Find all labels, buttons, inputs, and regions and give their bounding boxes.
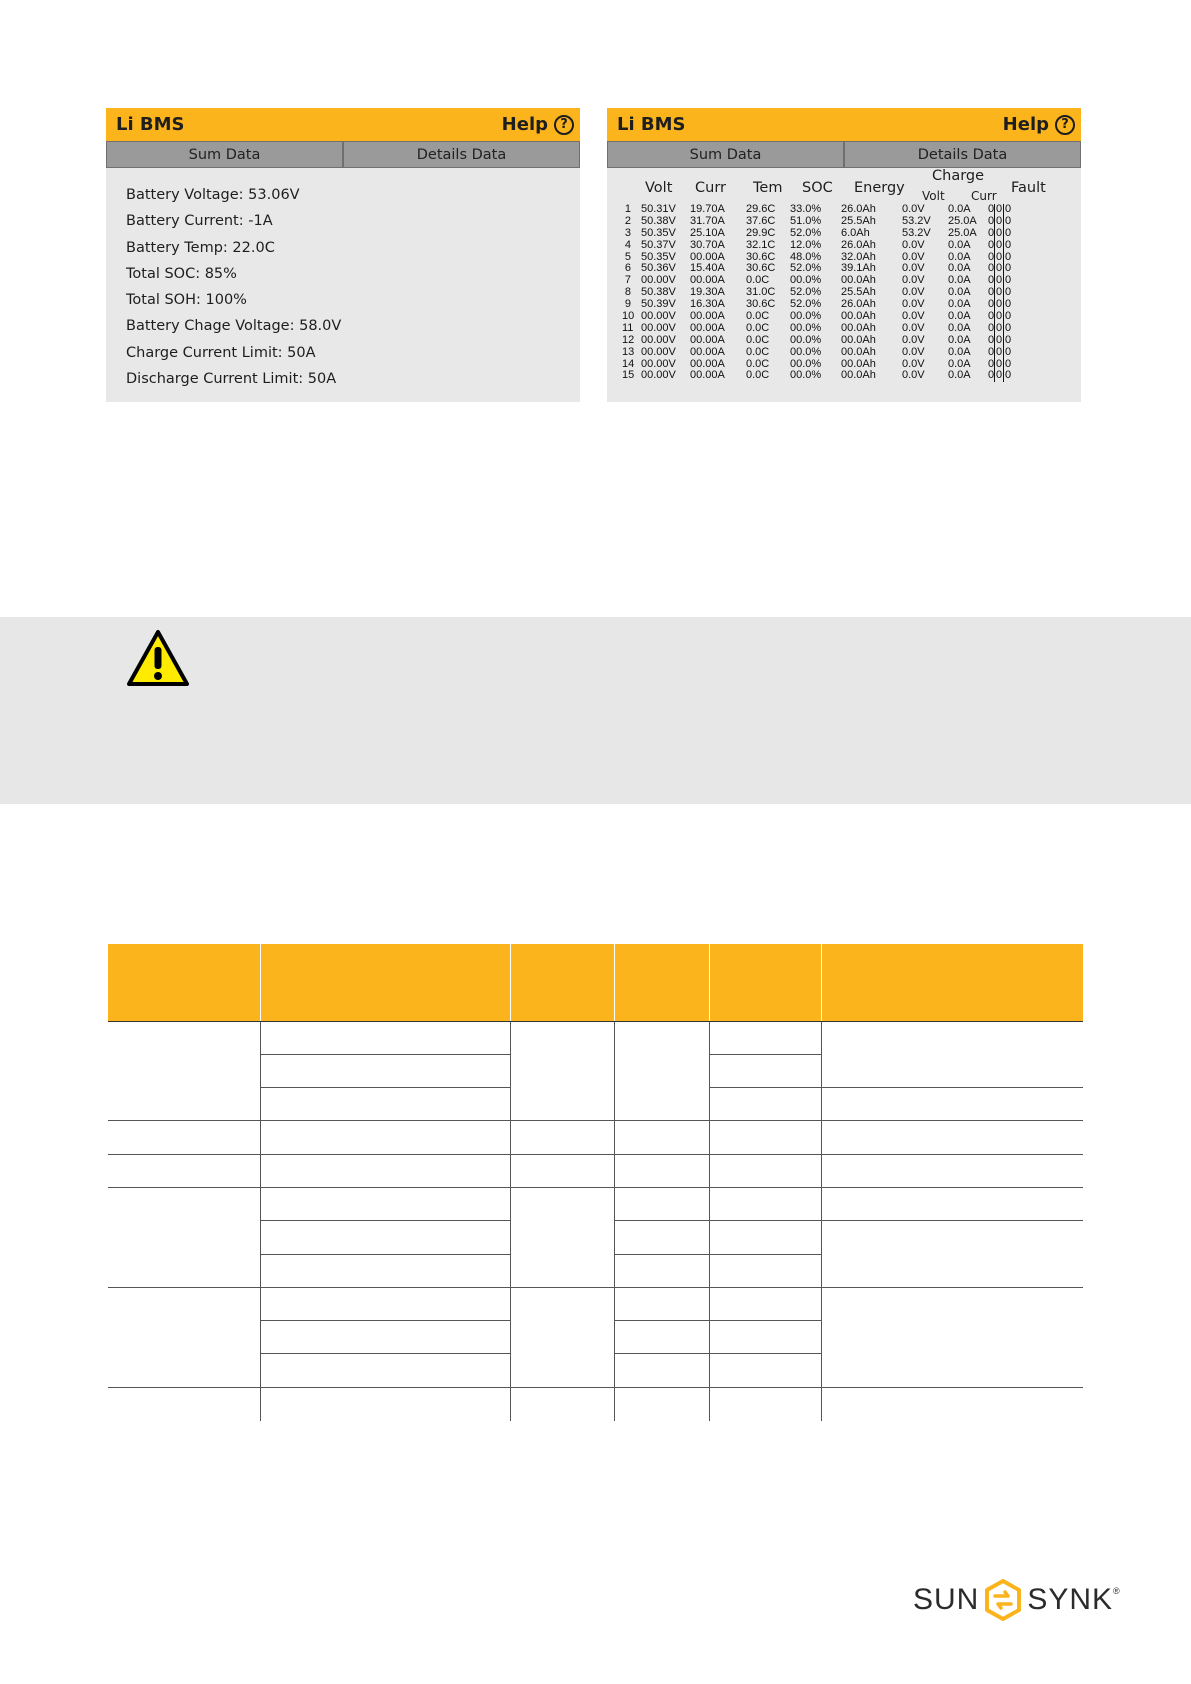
table-cell [709, 1254, 821, 1287]
battery-temp: Battery Temp: 22.0C [126, 239, 275, 256]
table-row [607, 335, 1081, 347]
table-cell [614, 1287, 709, 1320]
table-header-cell [510, 944, 614, 1021]
cell-charge-curr: 25.0A [948, 214, 977, 227]
cell-energy: 00.0Ah [841, 333, 876, 346]
table-cell [821, 1088, 1083, 1121]
cell-index: 13 [622, 345, 635, 358]
cell-energy: 00.0Ah [841, 321, 876, 334]
sunsynk-mark-icon [983, 1579, 1023, 1621]
cell-tem: 0.0C [746, 345, 770, 358]
table-cell [260, 1054, 510, 1087]
help-icon: ? [1055, 115, 1075, 135]
table-cell [260, 1088, 510, 1121]
cell-charge-volt: 53.2V [902, 214, 931, 227]
cell-soc: 00.0% [790, 321, 822, 334]
cell-volt: 50.35V [641, 250, 676, 263]
fault-flag: 0 [1004, 226, 1012, 239]
sum-panel-title: Li BMS [116, 114, 185, 135]
cell-volt: 00.00V [641, 357, 676, 370]
cell-volt: 00.00V [641, 333, 676, 346]
cell-charge-volt: 0.0V [902, 345, 925, 358]
cell-index: 4 [624, 238, 631, 251]
fault-flag: 0 [988, 321, 995, 334]
cell-soc: 52.0% [790, 262, 822, 275]
fault-flag: 0 [1004, 345, 1012, 358]
table-cell [614, 1221, 709, 1254]
fault-flag: 0 [1004, 369, 1012, 382]
cell-charge-volt: 0.0V [902, 333, 925, 346]
sum-data-list [106, 168, 580, 392]
table-cell [821, 1187, 1083, 1220]
cell-volt: 00.00V [641, 274, 676, 287]
cell-tem: 0.0C [746, 333, 770, 346]
fault-flag: 0 [995, 345, 1003, 358]
table-cell [821, 1387, 1083, 1421]
total-soc: Total SOC: 85% [126, 265, 237, 282]
cell-tem: 30.6C [746, 262, 776, 275]
cell-index: 5 [624, 250, 631, 263]
table-header-cell [821, 944, 1083, 1021]
cell-charge-curr: 0.0A [948, 203, 971, 215]
table-row [108, 1021, 1083, 1054]
cell-volt: 00.00V [641, 310, 676, 323]
table-cell [510, 1121, 614, 1154]
table-cell [510, 1187, 614, 1287]
bms-sum-panel [106, 108, 580, 402]
cell-index: 3 [624, 226, 631, 239]
cell-charge-curr: 0.0A [948, 369, 971, 382]
fault-flag: 0 [988, 262, 995, 275]
fault-flag: 0 [988, 238, 995, 251]
fault-flag: 0 [995, 250, 1003, 263]
cell-curr: 00.00A [690, 369, 725, 382]
fault-flag: 0 [1004, 250, 1012, 263]
table-cell [260, 1187, 510, 1220]
fault-flag: 0 [988, 357, 995, 370]
cell-charge-volt: 0.0V [902, 286, 925, 299]
table-cell [260, 1154, 510, 1187]
cell-curr: 19.70A [690, 203, 725, 215]
cell-energy: 00.0Ah [841, 310, 876, 323]
cell-charge-volt: 0.0V [902, 203, 925, 215]
total-soh: Total SOH: 100% [126, 292, 247, 309]
fault-flag: 0 [1004, 286, 1012, 299]
charge-current-limit: Charge Current Limit: 50A [126, 344, 316, 361]
table-cell [821, 1221, 1083, 1288]
cell-charge-curr: 0.0A [948, 321, 971, 334]
cell-index: 2 [624, 214, 631, 227]
fault-flag: 0 [1004, 321, 1012, 334]
fault-flag: 0 [1004, 274, 1012, 287]
table-cell [260, 1121, 510, 1154]
cell-soc: 00.0% [790, 274, 822, 287]
cell-energy: 39.1Ah [841, 262, 876, 275]
table-header-row [108, 944, 1083, 1021]
fault-flag: 0 [995, 238, 1003, 251]
cell-volt: 00.00V [641, 345, 676, 358]
cell-energy: 26.0Ah [841, 298, 876, 311]
logo-text-synk: SYNK [1027, 1583, 1114, 1616]
table-cell [510, 1154, 614, 1187]
table-row [607, 216, 1081, 228]
cell-energy: 25.5Ah [841, 214, 876, 227]
table-row [607, 323, 1081, 335]
table-cell [108, 1021, 260, 1121]
cell-soc: 48.0% [790, 250, 822, 263]
table-row [108, 1121, 1083, 1154]
cell-index: 6 [624, 262, 631, 275]
cell-energy: 26.0Ah [841, 203, 876, 215]
details-help-label: Help [1002, 114, 1049, 135]
fault-flag: 0 [988, 333, 995, 346]
cell-fault [988, 335, 1012, 347]
cell-soc: 00.0% [790, 310, 822, 323]
tab-details-data[interactable]: Details Data [844, 141, 1081, 168]
table-cell [709, 1154, 821, 1187]
cell-index: 14 [622, 357, 635, 370]
cell-curr: 15.40A [690, 262, 725, 275]
table-cell [108, 1154, 260, 1187]
cell-fault [988, 347, 1012, 359]
cell-curr: 00.00A [690, 274, 725, 287]
cell-index: 10 [622, 310, 635, 323]
table-cell [260, 1354, 510, 1387]
table-row [607, 240, 1081, 252]
bms-details-panel [607, 108, 1081, 402]
battery-charge-voltage: Battery Chage Voltage: 58.0V [126, 318, 342, 335]
table-cell [821, 1154, 1083, 1187]
fault-flag: 0 [1004, 310, 1012, 323]
details-panel-header [607, 108, 1081, 141]
cell-tem: 29.6C [746, 203, 776, 215]
fault-flag: 0 [995, 274, 1003, 287]
cell-soc: 51.0% [790, 214, 822, 227]
cell-tem: 31.0C [746, 286, 776, 299]
cell-soc: 00.0% [790, 345, 822, 358]
table-cell [709, 1054, 821, 1087]
cell-charge-volt: 53.2V [902, 226, 931, 239]
sunsynk-logo [913, 1578, 1121, 1622]
cell-index: 8 [624, 286, 631, 299]
header-volt: Volt [645, 180, 673, 196]
table-cell [260, 1287, 510, 1320]
cell-fault [988, 240, 1012, 252]
cell-charge-curr: 0.0A [948, 286, 971, 299]
cell-soc: 00.0% [790, 333, 822, 346]
cell-energy: 00.0Ah [841, 274, 876, 287]
fault-flag: 0 [995, 203, 1003, 215]
cell-charge-curr: 0.0A [948, 250, 971, 263]
cell-soc: 52.0% [790, 226, 822, 239]
fault-flag: 0 [1004, 214, 1012, 227]
fault-flag: 0 [1004, 262, 1012, 275]
spec-table [108, 944, 1083, 1421]
sum-help-label: Help [501, 114, 548, 135]
table-row [607, 347, 1081, 359]
table-cell [709, 1321, 821, 1354]
fault-flag: 0 [995, 321, 1003, 334]
fault-flag: 0 [988, 214, 995, 227]
fault-flag: 0 [995, 310, 1003, 323]
table-cell [510, 1021, 614, 1121]
sum-panel-tabs [106, 141, 580, 168]
help-icon: ? [554, 115, 574, 135]
warning-triangle-icon [126, 629, 190, 687]
cell-curr: 25.10A [690, 226, 725, 239]
table-cell [260, 1254, 510, 1287]
header-soc: SOC [802, 180, 833, 196]
cell-energy: 00.0Ah [841, 345, 876, 358]
fault-flag: 0 [988, 310, 995, 323]
table-cell [614, 1154, 709, 1187]
cell-tem: 0.0C [746, 369, 770, 382]
table-header-cell [108, 944, 260, 1021]
table-cell [614, 1187, 709, 1220]
fault-flag: 0 [995, 262, 1003, 275]
cell-energy: 26.0Ah [841, 238, 876, 251]
header-curr: Curr [695, 180, 726, 196]
fault-flag: 0 [995, 369, 1003, 382]
table-cell [709, 1354, 821, 1387]
cell-volt: 50.31V [641, 203, 676, 215]
header-energy: Energy [854, 180, 905, 196]
cell-charge-volt: 0.0V [902, 369, 925, 382]
details-rows [607, 204, 1081, 382]
cell-soc: 52.0% [790, 286, 822, 299]
cell-curr: 00.00A [690, 250, 725, 263]
cell-charge-curr: 0.0A [948, 357, 971, 370]
details-panel-title: Li BMS [617, 114, 686, 135]
cell-curr: 19.30A [690, 286, 725, 299]
table-cell [614, 1121, 709, 1154]
cell-tem: 0.0C [746, 274, 770, 287]
table-cell [260, 1387, 510, 1421]
table-cell [709, 1187, 821, 1220]
header-fault: Fault [1011, 180, 1046, 196]
cell-tem: 30.6C [746, 250, 776, 263]
table-cell [709, 1121, 821, 1154]
cell-volt: 50.36V [641, 262, 676, 275]
cell-charge-volt: 0.0V [902, 298, 925, 311]
table-row [108, 1287, 1083, 1320]
table-cell [821, 1287, 1083, 1387]
cell-charge-volt: 0.0V [902, 262, 925, 275]
table-cell [614, 1254, 709, 1287]
cell-energy: 6.0Ah [841, 226, 870, 239]
cell-charge-volt: 0.0V [902, 274, 925, 287]
cell-curr: 30.70A [690, 238, 725, 251]
fault-flag: 0 [988, 203, 995, 215]
fault-flag: 0 [988, 286, 995, 299]
cell-charge-curr: 0.0A [948, 310, 971, 323]
cell-index: 1 [624, 203, 631, 215]
cell-soc: 33.0% [790, 203, 822, 215]
cell-tem: 0.0C [746, 357, 770, 370]
cell-curr: 00.00A [690, 321, 725, 334]
fault-flag: 0 [995, 286, 1003, 299]
fault-flag: 0 [988, 226, 995, 239]
cell-volt: 50.39V [641, 298, 676, 311]
cell-charge-curr: 0.0A [948, 298, 971, 311]
cell-index: 12 [622, 333, 635, 346]
cell-fault [988, 228, 1012, 240]
tab-details-data[interactable]: Details Data [343, 141, 580, 168]
table-cell [821, 1121, 1083, 1154]
fault-flag: 0 [988, 250, 995, 263]
fault-flag: 0 [988, 298, 995, 311]
cell-index: 9 [624, 298, 631, 311]
cell-curr: 16.30A [690, 298, 725, 311]
table-row [108, 1387, 1083, 1421]
sum-panel-header [106, 108, 580, 141]
cell-tem: 30.6C [746, 298, 776, 311]
table-cell [614, 1321, 709, 1354]
discharge-current-limit: Discharge Current Limit: 50A [126, 371, 337, 388]
table-header-cell [260, 944, 510, 1021]
cell-tem: 37.6C [746, 214, 776, 227]
table-header-cell [709, 944, 821, 1021]
table-cell [614, 1354, 709, 1387]
table-row [607, 228, 1081, 240]
header-charge: Charge [932, 168, 985, 184]
cell-soc: 52.0% [790, 298, 822, 311]
cell-curr: 00.00A [690, 345, 725, 358]
cell-charge-curr: 25.0A [948, 226, 977, 239]
table-cell [709, 1387, 821, 1421]
cell-soc: 00.0% [790, 357, 822, 370]
battery-voltage: Battery Voltage: 53.06V [126, 187, 300, 203]
cell-charge-curr: 0.0A [948, 345, 971, 358]
cell-energy: 25.5Ah [841, 286, 876, 299]
table-cell [614, 1021, 709, 1121]
table-cell [260, 1221, 510, 1254]
cell-volt: 50.38V [641, 286, 676, 299]
cell-curr: 00.00A [690, 310, 725, 323]
cell-curr: 00.00A [690, 333, 725, 346]
fault-flag: 0 [995, 298, 1003, 311]
table-header-cell [614, 944, 709, 1021]
fault-flag: 0 [995, 214, 1003, 227]
table-cell [108, 1187, 260, 1287]
table-cell [709, 1088, 821, 1121]
header-charge-volt: Volt [922, 189, 945, 203]
table-cell [108, 1121, 260, 1154]
cell-curr: 00.00A [690, 357, 725, 370]
cell-volt: 50.35V [641, 226, 676, 239]
fault-flag: 0 [1004, 203, 1012, 215]
tab-sum-data[interactable]: Sum Data [106, 141, 343, 168]
cell-charge-volt: 0.0V [902, 321, 925, 334]
cell-tem: 32.1C [746, 238, 776, 251]
cell-soc: 00.0% [790, 369, 822, 382]
cell-soc: 12.0% [790, 238, 822, 251]
details-column-headers [607, 168, 1081, 204]
cell-energy: 00.0Ah [841, 369, 876, 382]
fault-flag: 0 [995, 333, 1003, 346]
fault-flag: 0 [988, 369, 995, 382]
table-cell [260, 1321, 510, 1354]
table-cell [709, 1021, 821, 1054]
cell-charge-curr: 0.0A [948, 274, 971, 287]
cell-charge-volt: 0.0V [902, 250, 925, 263]
cell-index: 7 [624, 274, 631, 287]
table-row [108, 1187, 1083, 1220]
cell-index: 11 [622, 321, 634, 334]
cell-energy: 00.0Ah [841, 357, 876, 370]
header-charge-curr: Curr [971, 189, 997, 203]
cell-charge-volt: 0.0V [902, 310, 925, 323]
cell-fault [988, 216, 1012, 228]
details-help-button[interactable] [1003, 114, 1075, 135]
cell-index: 15 [622, 369, 635, 382]
cell-tem: 0.0C [746, 321, 770, 334]
fault-flag: 0 [1004, 333, 1012, 346]
cell-curr: 31.70A [690, 214, 725, 227]
table-cell [260, 1021, 510, 1054]
cell-tem: 0.0C [746, 310, 770, 323]
cell-fault [988, 370, 1012, 382]
sum-help-button[interactable] [502, 114, 574, 135]
fault-flag: 0 [1004, 238, 1012, 251]
cell-charge-volt: 0.0V [902, 357, 925, 370]
fault-flag: 0 [995, 357, 1003, 370]
table-cell [510, 1387, 614, 1421]
cell-volt: 00.00V [641, 369, 676, 382]
table-row [607, 370, 1081, 382]
details-panel-tabs [607, 141, 1081, 168]
table-cell [510, 1287, 614, 1387]
battery-current: Battery Current: -1A [126, 213, 273, 230]
logo-text-sun: SUN [913, 1583, 980, 1616]
table-cell [108, 1387, 260, 1421]
fault-flag: 0 [1004, 298, 1012, 311]
fault-flag: 0 [988, 345, 995, 358]
cell-charge-curr: 0.0A [948, 238, 971, 251]
table-row [108, 1154, 1083, 1187]
table-cell [821, 1021, 1083, 1088]
fault-flag: 0 [988, 274, 995, 287]
cell-charge-volt: 0.0V [902, 238, 925, 251]
table-cell [709, 1287, 821, 1320]
table-cell [614, 1387, 709, 1421]
cell-charge-curr: 0.0A [948, 333, 971, 346]
cell-volt: 50.37V [641, 238, 676, 251]
cell-energy: 32.0Ah [841, 250, 876, 263]
registered-mark: ® [1113, 1586, 1121, 1596]
cell-volt: 50.38V [641, 214, 676, 227]
fault-flag: 0 [995, 226, 1003, 239]
table-cell [709, 1221, 821, 1254]
header-tem: Tem [753, 180, 783, 196]
cell-tem: 29.9C [746, 226, 776, 239]
cell-volt: 00.00V [641, 321, 676, 334]
tab-sum-data[interactable]: Sum Data [607, 141, 844, 168]
table-cell [108, 1287, 260, 1387]
cell-charge-curr: 0.0A [948, 262, 971, 275]
fault-flag: 0 [1004, 357, 1012, 370]
